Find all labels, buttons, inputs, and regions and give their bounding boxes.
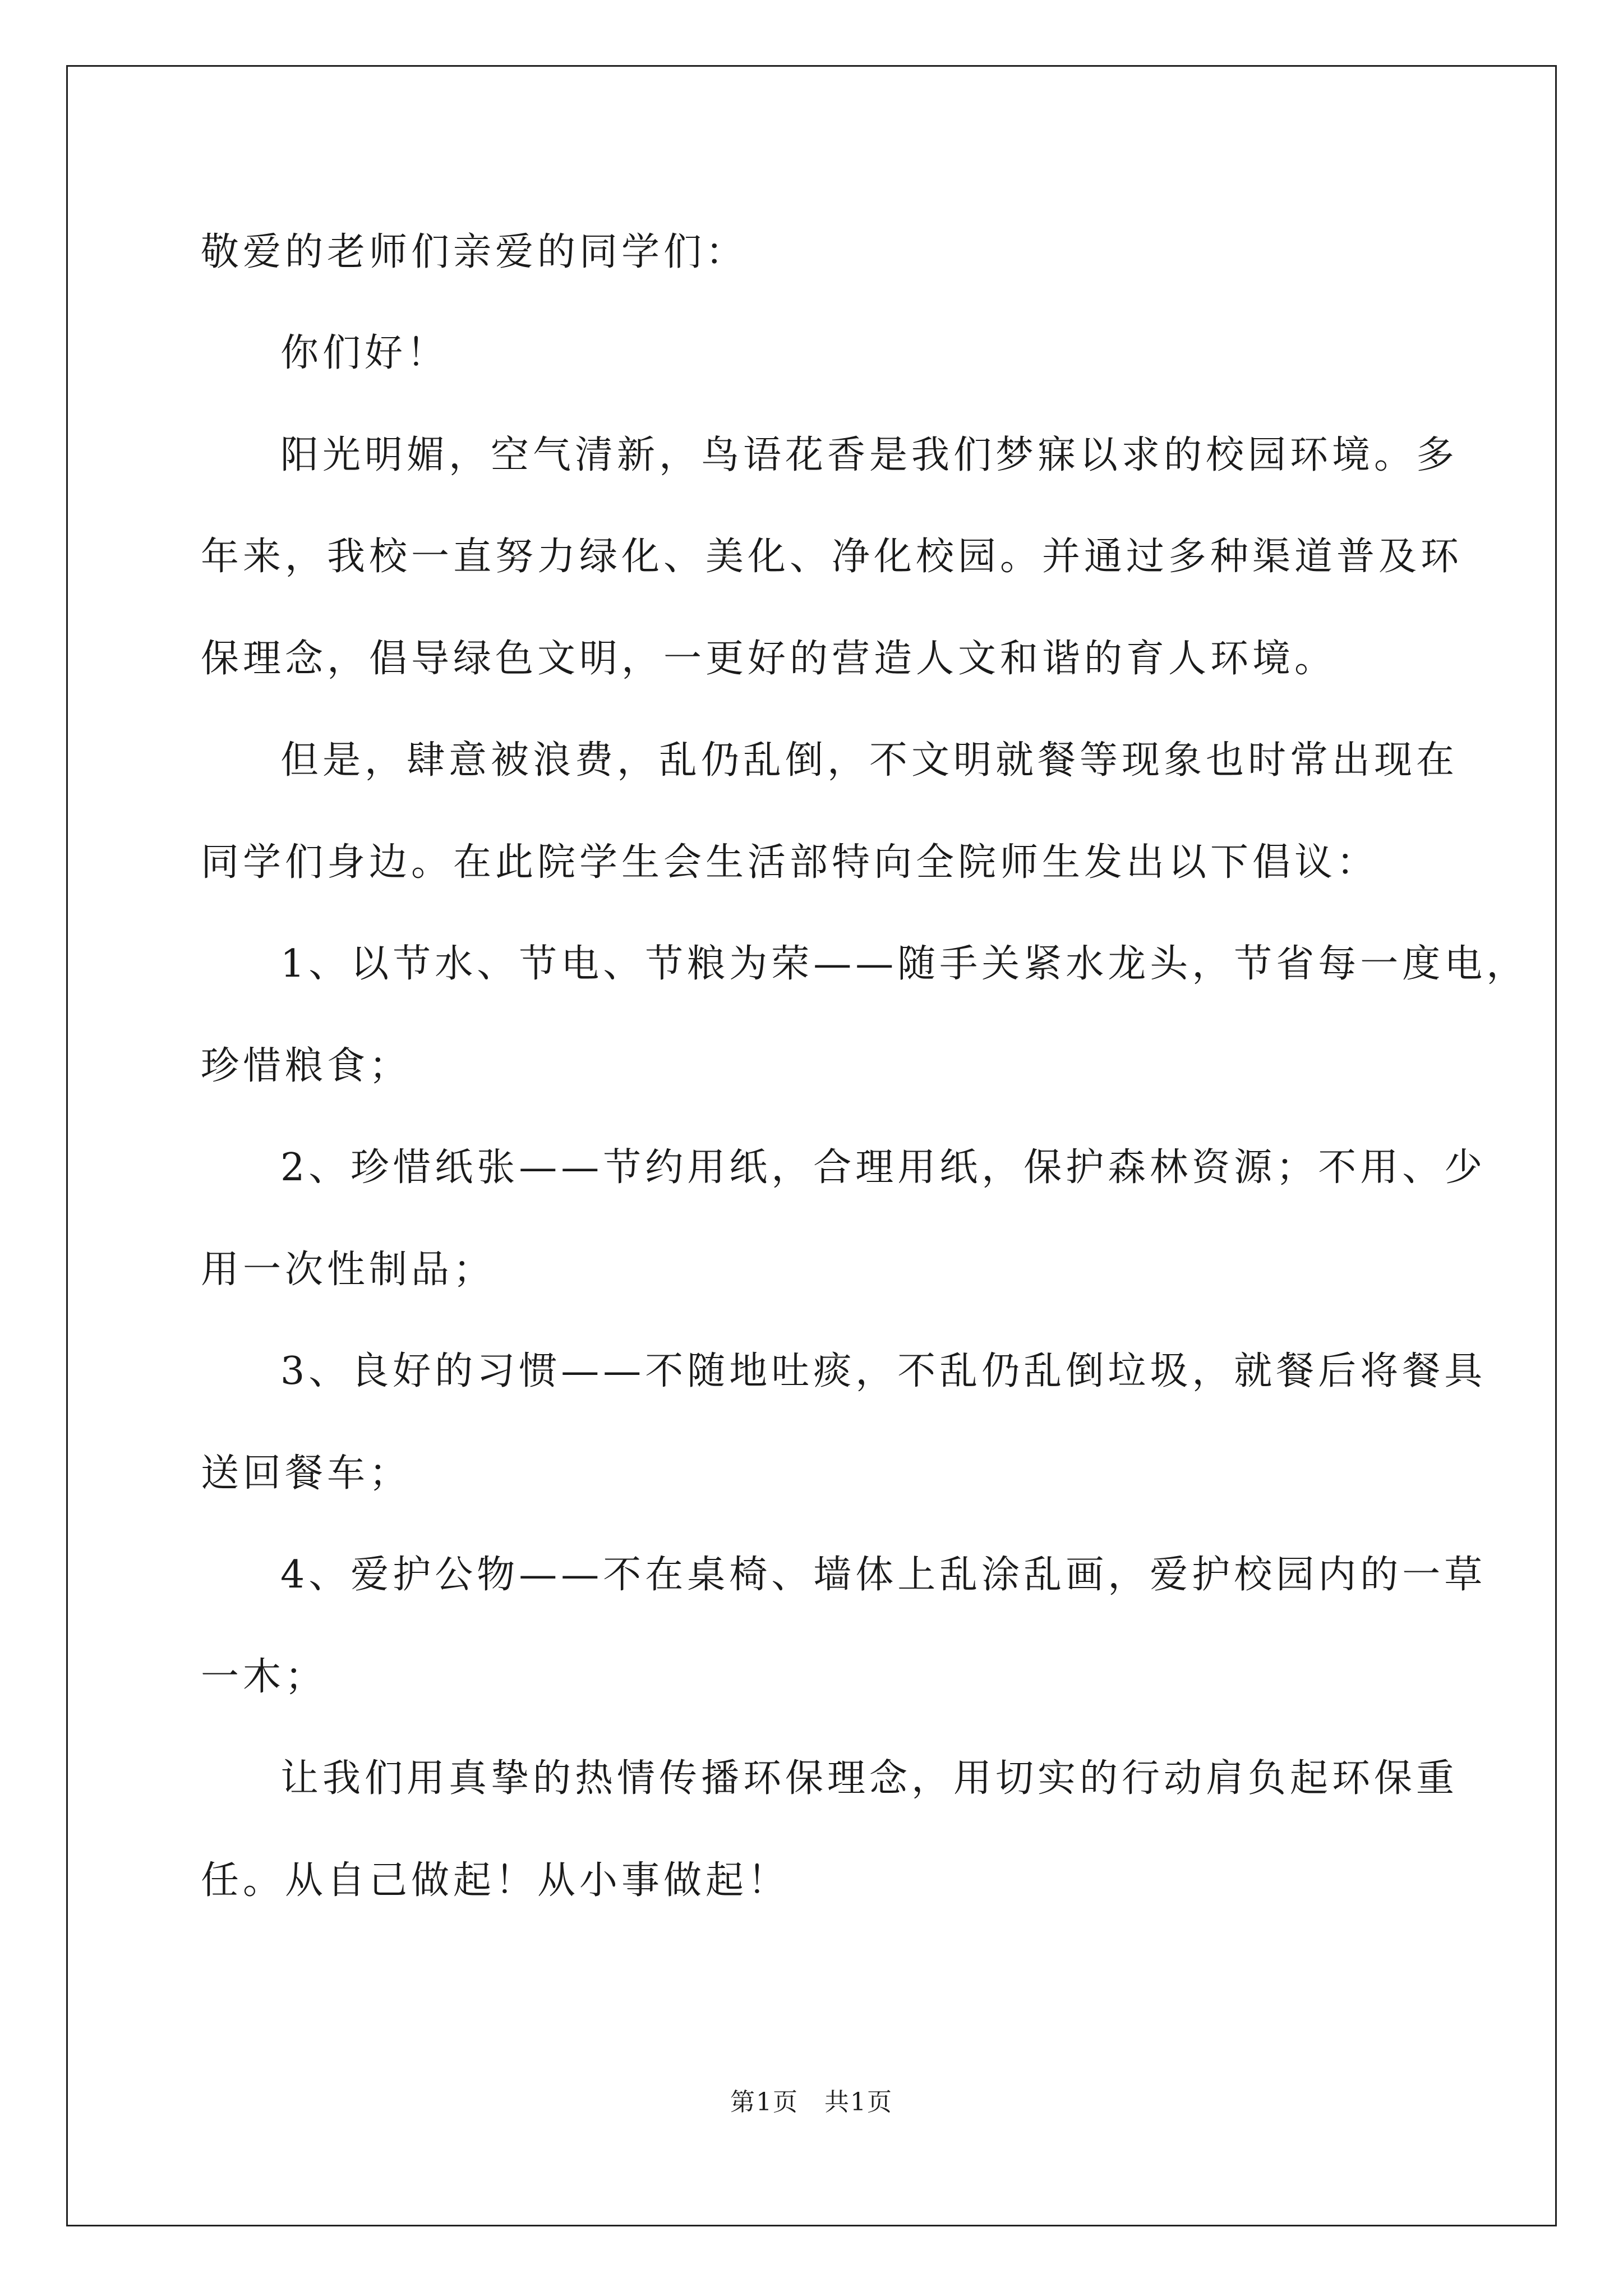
proposal-2-line-1: 2、珍惜纸张——节约用纸，合理用纸，保护森林资源；不用、少 [280,1145,1487,1190]
greeting: 你们好！ [280,331,449,375]
proposal-1-line-1: 1、以节水、节电、节粮为荣——随手关紧水龙头，节省每一度电， [280,942,1529,986]
paragraph-1-line-1: 阳光明媚，空气清新，鸟语花香是我们梦寐以求的校园环境。多 [280,433,1459,477]
proposal-3-line-1: 3、良好的习惯——不随地吐痰，不乱仍乱倒垃圾，就餐后将餐具 [280,1349,1487,1393]
paragraph-2-line-2: 同学们身边。在此院学生会生活部特向全院师生发出以下倡议： [201,840,1379,885]
paragraph-1-line-3: 保理念，倡导绿色文明，一更好的营造人文和谐的育人环境。 [201,637,1337,681]
proposal-4-line-1: 4、爱护公物——不在桌椅、墙体上乱涂乱画，爱护校园内的一草 [280,1553,1487,1597]
salutation: 敬爱的老师们亲爱的同学们： [201,230,748,274]
closing-line-1: 让我们用真挚的热情传播环保理念，用切实的行动肩负起环保重 [280,1756,1459,1801]
paragraph-1-line-2: 年来，我校一直努力绿化、美化、净化校园。并通过多种渠道普及环 [201,535,1463,579]
page-number-footer: 第1页 共1页 [730,2088,893,2116]
paragraph-2-line-1: 但是，肆意被浪费，乱仍乱倒，不文明就餐等现象也时常出现在 [280,738,1459,783]
proposal-1-line-2: 珍惜粮食； [201,1044,412,1088]
proposal-4-line-2: 一木； [201,1655,328,1699]
proposal-2-line-2: 用一次性制品； [201,1248,496,1292]
closing-line-2: 任。从自己做起！从小事做起！ [201,1858,790,1903]
proposal-3-line-2: 送回餐车； [201,1451,412,1496]
